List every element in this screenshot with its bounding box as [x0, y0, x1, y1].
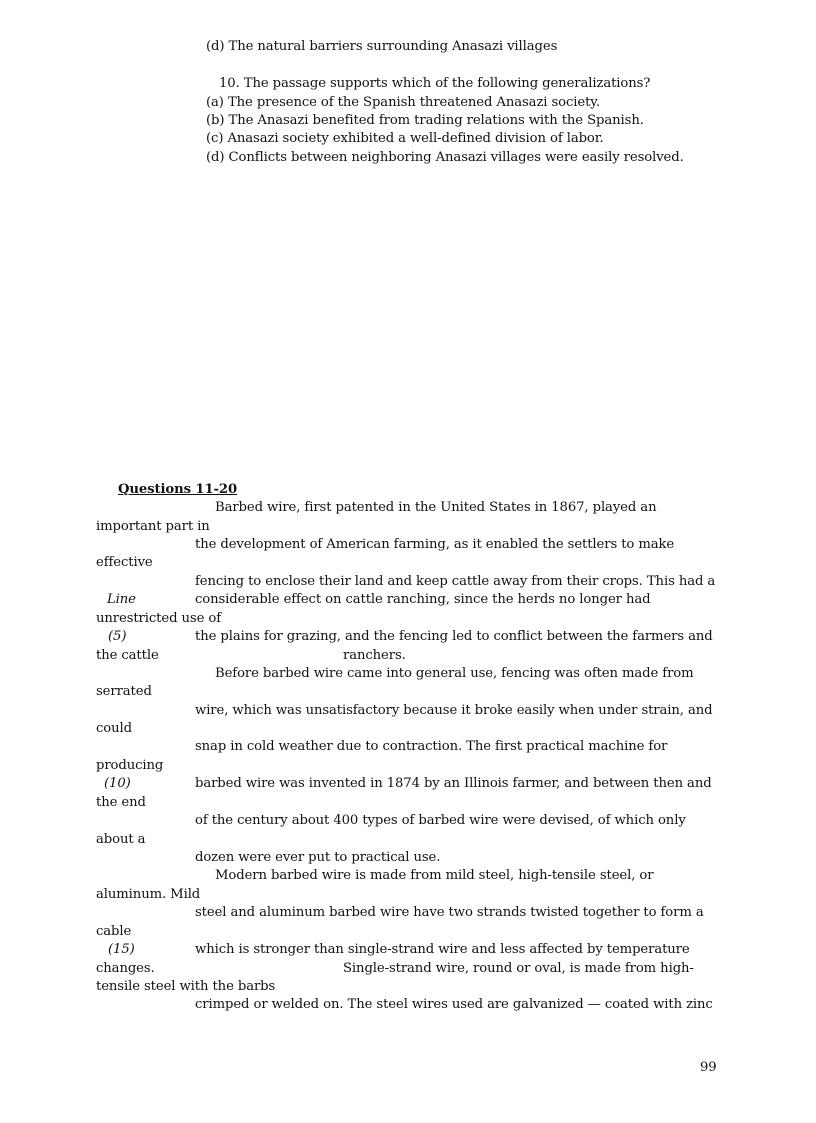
passage-line-11: dozen were ever put to practical use.	[195, 850, 441, 865]
line-marker: Line	[107, 592, 136, 607]
passage-line-10-wrap: about a	[96, 832, 146, 847]
passage-line-14: which is stronger than single-strand wire and less affected by temperature	[195, 942, 690, 957]
passage-line-15: Single-strand wire, round or oval, is made from high-	[343, 961, 694, 976]
passage-line-10: of the century about 400 types of barbed wire were devised, of which only	[195, 813, 686, 828]
passage-line-14-wrap: changes.	[96, 961, 155, 976]
question-10-stem: 10. The passage supports which of the following generalizations?	[219, 76, 651, 91]
passage-line-5-wrap: the cattle	[96, 648, 159, 663]
passage-line-15-wrap: tensile steel with the barbs	[96, 979, 276, 994]
passage-line-6-wrap: serrated	[96, 684, 152, 699]
page-number: 99	[700, 1060, 717, 1075]
passage-line-1: Barbed wire, first patented in the United States in 1867, played an	[215, 500, 657, 515]
passage-line-9-wrap: the end	[96, 795, 146, 810]
passage-line-4-wrap: unrestricted use of	[96, 611, 221, 626]
question-10-option-a: (a) The presence of the Spanish threatened Anasazi society.	[206, 95, 600, 110]
passage-line-1-wrap: important part in	[96, 519, 210, 534]
passage-line-7: wire, which was unsatisfactory because it broke easily when under strain, and	[195, 703, 713, 718]
passage-line-16: crimped or welded on. The steel wires used are galvanized — coated with zinc	[195, 997, 713, 1012]
question-10-option-b: (b) The Anasazi benefited from trading relations with the Spanish.	[206, 113, 644, 128]
question-9-option-d: (d) The natural barriers surrounding Anasazi villages	[206, 39, 558, 54]
passage-line-12-wrap: aluminum. Mild	[96, 887, 201, 902]
question-10-option-c: (c) Anasazi society exhibited a well-defined division of labor.	[206, 131, 604, 146]
passage-line-2: the development of American farming, as it enabled the settlers to make	[195, 537, 675, 552]
passage-line-13: steel and aluminum barbed wire have two strands twisted together to form a	[195, 905, 704, 920]
passage-line-2-wrap: effective	[96, 555, 153, 570]
passage-line-4: considerable effect on cattle ranching, since the herds no longer had	[195, 592, 651, 607]
passage-line-8-wrap: producing	[96, 758, 164, 773]
passage-line-8: snap in cold weather due to contraction. The first practical machine for	[195, 739, 668, 754]
line-marker-10: (10)	[104, 776, 131, 791]
passage-line-13-wrap: cable	[96, 924, 132, 939]
line-marker-5: (5)	[108, 629, 127, 644]
passage-line-6: Before barbed wire came into general use, fencing was often made from	[215, 666, 694, 681]
section-heading: Questions 11-20	[118, 482, 238, 497]
passage-line-5: the plains for grazing, and the fencing led to conflict between the farmers and	[195, 629, 713, 644]
line-marker-15: (15)	[108, 942, 135, 957]
passage-line-7-wrap: could	[96, 721, 132, 736]
passage-line-3: fencing to enclose their land and keep cattle away from their crops. This had a	[195, 574, 716, 589]
question-10-option-d: (d) Conflicts between neighboring Anasazi villages were easily resolved.	[206, 150, 684, 165]
passage-line-12: Modern barbed wire is made from mild steel, high-tensile steel, or	[215, 868, 654, 883]
passage-line-5-end: ranchers.	[343, 648, 406, 663]
passage-line-9: barbed wire was invented in 1874 by an Illinois farmer, and between then and	[195, 776, 712, 791]
